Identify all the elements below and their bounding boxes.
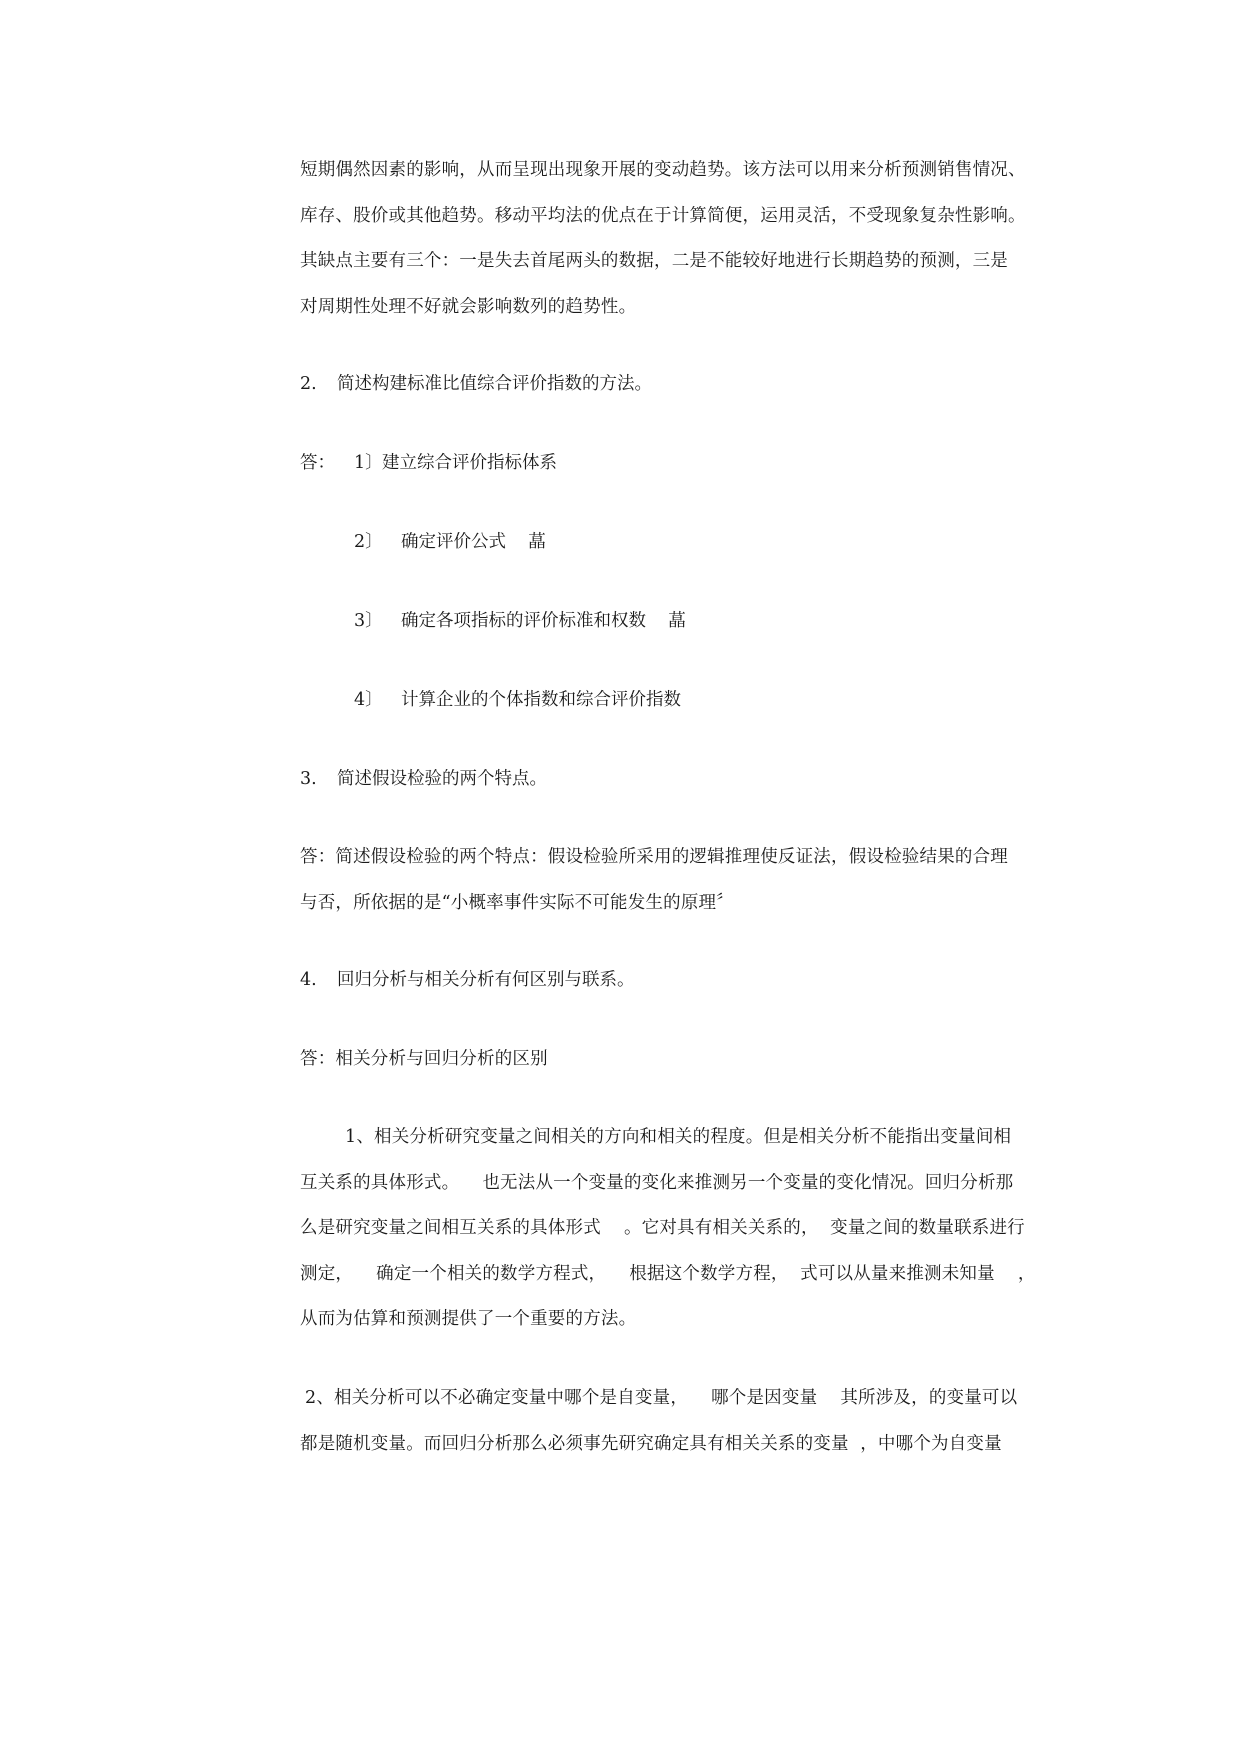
- question-2-number: 2.: [300, 374, 317, 394]
- answer-2-item-3-text: 确定各项指标的评价标准和权数 蕌: [401, 611, 686, 631]
- answer-2-item-1-num: 1〕: [354, 453, 383, 473]
- answer-3-line-1: 答：简述假设检验的两个特点：假设检验所采用的逻辑推理使反证法，假设检验结果的合理: [300, 847, 1008, 867]
- answer-4-point1-line-5: 从而为估算和预测提供了一个重要的方法。: [300, 1309, 637, 1329]
- answer-2-item-3-num: 3〕: [354, 611, 383, 631]
- answer-2-item-1-text: 建立综合评价指标体系: [382, 453, 557, 473]
- question-2-text: 简述构建标准比值综合评价指数的方法。: [337, 374, 652, 394]
- para1-line-2: 库存、股价或其他趋势。移动平均法的优点在于计算简便，运用灵活，不受现象复杂性影响。: [300, 206, 1026, 226]
- answer-4-point1-line-2: 互关系的具体形式。 也无法从一个变量的变化来推测另一个变量的变化情况。回归分析那: [300, 1173, 1014, 1193]
- answer-4-point1-line-4: 测定， 确定一个相关的数学方程式， 根据这个数学方程， 式可以从量来推测未知量 ，: [300, 1264, 1036, 1284]
- answer-4-heading: 答：相关分析与回归分析的区别: [300, 1049, 548, 1069]
- question-3-text: 简述假设检验的两个特点。: [337, 769, 547, 789]
- answer-4-point1-line-1: 1、相关分析研究变量之间相关的方向和相关的程度。但是相关分析不能指出变量间相: [345, 1127, 1012, 1147]
- question-4-text: 回归分析与相关分析有何区别与联系。: [337, 970, 635, 990]
- para1-line-3: 其缺点主要有三个：一是失去首尾两头的数据，二是不能较好地进行长期趋势的预测，三是: [300, 251, 1008, 271]
- answer-2-item-2-text: 确定评价公式 蕌: [401, 532, 546, 552]
- question-4-number: 4.: [300, 970, 317, 990]
- answer-2-prefix: 答：: [300, 453, 335, 473]
- para1-line-1: 短期偶然因素的影响，从而呈现出现象开展的变动趋势。该方法可以用来分析预测销售情况、: [300, 160, 1026, 180]
- question-3-number: 3.: [300, 769, 317, 789]
- answer-2-item-4-text: 计算企业的个体指数和综合评价指数: [401, 690, 681, 710]
- answer-3-line-2: 与否，所依据的是“小概率事件实际不可能发生的原理〞: [300, 893, 734, 913]
- para1-line-4: 对周期性处理不好就会影响数列的趋势性。: [300, 297, 637, 317]
- answer-4-point1-line-3: 么是研究变量之间相互关系的具体形式 。它对具有相关关系的， 变量之间的数量联系进行: [300, 1218, 1025, 1238]
- answer-4-point2-line-1: 2、相关分析可以不必确定变量中哪个是自变量， 哪个是因变量 其所涉及，的变量可以: [305, 1388, 1018, 1408]
- answer-2-item-4-num: 4〕: [354, 690, 383, 710]
- answer-4-point2-line-2: 都是随机变量。而回归分析那么必须事先研究确定具有相关关系的变量 ，中哪个为自变量: [300, 1434, 1002, 1454]
- answer-2-item-2-num: 2〕: [354, 532, 383, 552]
